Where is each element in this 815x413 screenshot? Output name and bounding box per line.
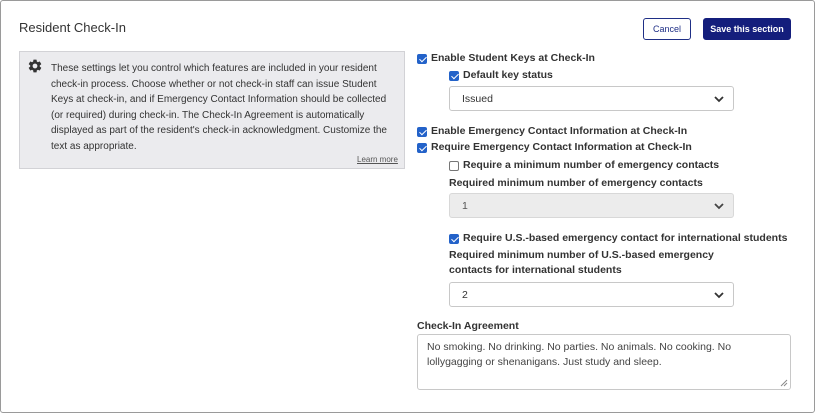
save-button[interactable]: Save this section <box>703 18 791 40</box>
minimum-contacts-field-label: Required minimum number of emergency contacts <box>449 177 703 189</box>
key-status-value: Issued <box>462 93 493 105</box>
us-contacts-field-label-line1: Required minimum number of U.S.-based emergency <box>449 249 714 261</box>
agreement-textarea[interactable] <box>417 334 791 390</box>
enable-emergency-checkbox[interactable] <box>417 127 427 137</box>
chevron-down-icon <box>713 200 725 212</box>
minimum-contacts-value: 1 <box>462 200 468 212</box>
require-minimum-label: Require a minimum number of emergency contacts <box>463 159 720 171</box>
page-title: Resident Check-In <box>19 20 126 35</box>
cancel-button[interactable]: Cancel <box>643 18 691 40</box>
us-contacts-select[interactable] <box>449 282 734 307</box>
learn-more-link[interactable]: Learn more <box>357 155 398 164</box>
us-contacts-field-label-line2: contacts for international students <box>449 264 622 276</box>
key-status-select[interactable] <box>449 86 734 111</box>
enable-keys-checkbox[interactable] <box>417 54 427 64</box>
require-emergency-checkbox[interactable] <box>417 143 427 153</box>
require-minimum-checkbox[interactable] <box>449 161 459 171</box>
info-box <box>19 51 405 169</box>
chevron-down-icon <box>713 93 725 105</box>
us-contacts-value: 2 <box>462 289 468 301</box>
agreement-text-line1: No smoking. No drinking. No parties. No animals. No cooking. No <box>427 341 732 353</box>
agreement-label: Check-In Agreement <box>417 320 519 332</box>
enable-emergency-label: Enable Emergency Contact Information at Check-In <box>431 125 688 137</box>
resize-handle-icon[interactable] <box>780 379 788 387</box>
agreement-text-line2: lollygagging or shenanigans. Just study and sleep. <box>427 356 662 368</box>
info-text: These settings let you control which features are included in your resident check-in process. Choose whether or not check-in staff can issue Student Keys at check-in, and if Emergency Contact Information should be collected (or required) during check-in. The Check-In Agreement is automatically displayed as part of the resident's check-in acknowledgment. Customize the text as appropriate. <box>51 63 387 152</box>
require-us-contact-checkbox[interactable] <box>449 234 459 244</box>
default-key-status-checkbox[interactable] <box>449 71 459 81</box>
require-us-contact-label: Require U.S.-based emergency contact for international students <box>463 232 788 244</box>
default-key-status-label: Default key status <box>463 69 553 81</box>
require-emergency-label: Require Emergency Contact Information at Check-In <box>431 141 692 153</box>
gear-icon <box>27 58 43 74</box>
enable-keys-label: Enable Student Keys at Check-In <box>431 52 595 64</box>
chevron-down-icon <box>713 289 725 301</box>
minimum-contacts-select[interactable] <box>449 193 734 218</box>
